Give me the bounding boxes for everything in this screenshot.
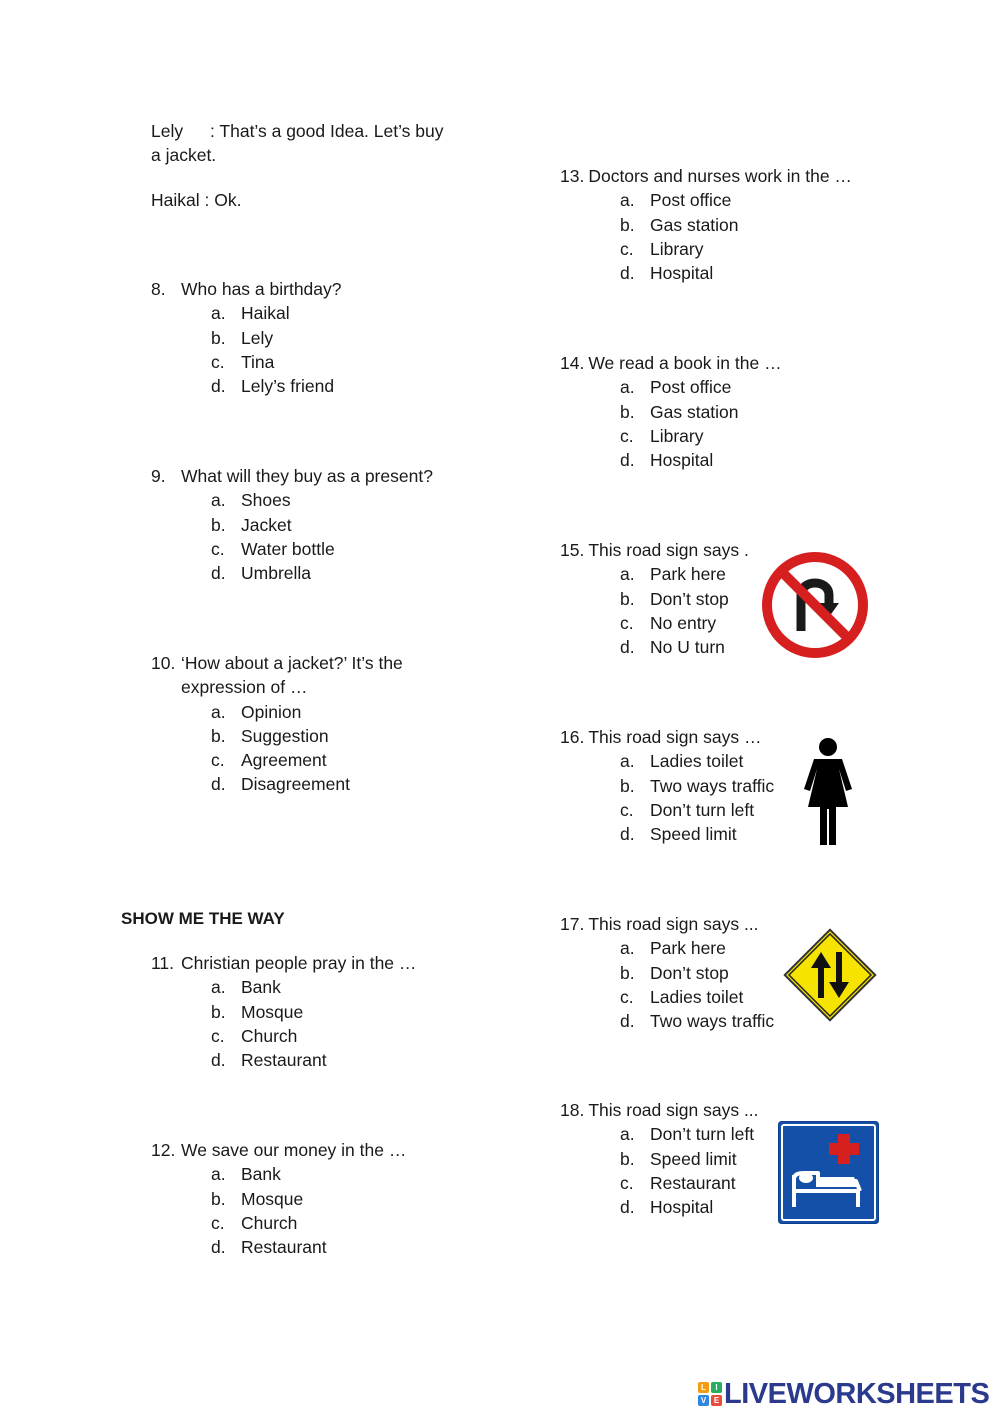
answer-option[interactable] [211, 561, 433, 585]
option-text: Park here [650, 564, 726, 585]
option-letter: d. [211, 1237, 226, 1258]
answer-option[interactable] [620, 1009, 774, 1033]
question-number: 9. [151, 466, 166, 486]
option-text: Ladies toilet [650, 751, 744, 772]
answer-option[interactable] [211, 301, 342, 325]
question-14 [560, 351, 782, 472]
answer-option[interactable] [620, 1122, 759, 1146]
option-letter: c. [211, 538, 225, 559]
question-number: 8. [151, 279, 166, 299]
answer-option[interactable] [211, 1000, 416, 1024]
hospital-sign [778, 1121, 879, 1224]
answer-option[interactable] [211, 724, 403, 748]
option-letter: d. [620, 1197, 635, 1218]
question-prompt [151, 651, 403, 675]
answer-option[interactable] [620, 749, 774, 773]
question-prompt [151, 951, 416, 975]
answer-option[interactable] [620, 611, 749, 635]
question-prompt [151, 277, 342, 301]
answer-option[interactable] [211, 1211, 406, 1235]
option-letter: b. [211, 1001, 226, 1022]
dialogue-haikal [151, 188, 241, 212]
option-text: Don’t stop [650, 588, 729, 609]
option-text: Mosque [241, 1001, 304, 1022]
question-number: 12. [151, 1140, 176, 1160]
question-17 [560, 912, 774, 1033]
question-text: Who has a birthday? [181, 279, 342, 299]
option-text: Speed limit [650, 1148, 737, 1169]
option-text: Library [650, 238, 704, 259]
option-letter: d. [211, 376, 226, 397]
answer-option[interactable] [211, 513, 433, 537]
dialogue-line: : Ok. [204, 190, 242, 210]
liveworksheets-logo [698, 1378, 989, 1410]
option-text: Mosque [241, 1188, 304, 1209]
dialogue-lely [151, 119, 444, 168]
answer-option[interactable] [211, 1162, 406, 1186]
question-prompt [151, 1138, 406, 1162]
option-letter: b. [211, 514, 226, 535]
option-letter: c. [211, 351, 225, 372]
option-text: Speed limit [650, 824, 737, 845]
question-text: This road sign says . [588, 540, 749, 560]
option-list [560, 562, 749, 659]
option-letter: d. [620, 263, 635, 284]
answer-option[interactable] [620, 1195, 759, 1219]
option-letter: b. [620, 962, 635, 983]
option-text: Disagreement [241, 774, 350, 795]
option-letter: b. [620, 1148, 635, 1169]
option-letter: c. [620, 986, 634, 1007]
answer-option[interactable] [620, 936, 774, 960]
option-letter: b. [211, 1188, 226, 1209]
option-text: Gas station [650, 214, 739, 235]
option-letter: b. [620, 401, 635, 422]
option-text: Opinion [241, 701, 302, 722]
answer-option[interactable] [211, 748, 403, 772]
option-text: Bank [241, 1164, 281, 1185]
question-number: 15. [560, 540, 585, 560]
answer-option[interactable] [211, 975, 416, 999]
question-prompt [560, 912, 774, 936]
logo-text: LIVEWORKSHEETS [724, 1378, 990, 1410]
question-prompt [560, 725, 774, 749]
answer-option[interactable] [620, 188, 852, 212]
answer-option[interactable] [620, 375, 782, 399]
question-13 [560, 164, 852, 285]
option-letter: a. [211, 303, 226, 324]
section-title: SHOW ME THE WAY [121, 909, 285, 928]
answer-option[interactable] [211, 1024, 416, 1048]
answer-option[interactable] [211, 700, 403, 724]
option-text: Restaurant [241, 1050, 327, 1071]
question-text: We save our money in the … [181, 1140, 407, 1160]
option-letter: a. [620, 1124, 635, 1145]
option-letter: a. [620, 564, 635, 585]
option-letter: a. [620, 377, 635, 398]
option-list [560, 749, 774, 846]
option-letter: b. [620, 775, 635, 796]
option-letter: a. [211, 1164, 226, 1185]
option-text: Restaurant [241, 1237, 327, 1258]
question-text-continued: expression of … [181, 677, 308, 698]
option-text: Library [650, 425, 704, 446]
option-letter: d. [211, 774, 226, 795]
option-letter: a. [211, 490, 226, 511]
answer-option[interactable] [211, 537, 433, 561]
question-10 [151, 651, 403, 797]
answer-option[interactable] [620, 562, 749, 586]
question-number: 11. [151, 953, 175, 973]
option-letter: b. [620, 214, 635, 235]
option-text: Lely’s friend [241, 376, 335, 397]
option-letter: c. [211, 1025, 225, 1046]
question-prompt [560, 1098, 759, 1122]
answer-option[interactable] [620, 424, 782, 448]
option-text: Church [241, 1025, 298, 1046]
option-text: Don’t turn left [650, 1124, 755, 1145]
option-list [151, 301, 342, 398]
question-number: 18. [560, 1100, 585, 1120]
question-prompt [151, 464, 433, 488]
question-number: 17. [560, 914, 585, 934]
dialogue-line: : That’s a good Idea. Let’s buy [210, 121, 444, 141]
answer-option[interactable] [620, 213, 852, 237]
option-list [560, 375, 782, 472]
question-12 [151, 1138, 406, 1259]
question-number: 10. [151, 653, 176, 673]
question-prompt [560, 538, 749, 562]
option-text: Restaurant [650, 1172, 736, 1193]
option-text: Gas station [650, 401, 739, 422]
option-text: Hospital [650, 263, 714, 284]
option-text: Two ways traffic [650, 775, 775, 796]
question-text: This road sign says ... [588, 1100, 759, 1120]
option-letter: a. [211, 701, 226, 722]
option-letter: d. [211, 563, 226, 584]
option-list [151, 700, 403, 797]
option-text: Don’t turn left [650, 799, 755, 820]
answer-option[interactable] [620, 961, 774, 985]
question-text: ‘How about a jacket?’ It’s the [181, 653, 403, 673]
answer-option[interactable] [620, 798, 774, 822]
answer-option[interactable] [620, 985, 774, 1009]
question-15 [560, 538, 749, 659]
option-letter: d. [620, 637, 635, 658]
answer-option[interactable] [620, 587, 749, 611]
option-letter: c. [620, 612, 634, 633]
option-letter: c. [211, 1212, 225, 1233]
option-letter: c. [620, 1172, 634, 1193]
option-list [151, 975, 416, 1072]
option-text: Haikal [241, 303, 290, 324]
option-text: Two ways traffic [650, 1011, 775, 1032]
question-prompt [560, 164, 852, 188]
option-text: Suggestion [241, 725, 329, 746]
ladies-toilet-sign [800, 737, 856, 849]
no-u-turn-sign [759, 549, 871, 661]
option-letter: d. [620, 824, 635, 845]
option-text: No U turn [650, 637, 725, 658]
question-11 [151, 951, 416, 1072]
question-number: 14. [560, 353, 585, 373]
question-text: This road sign says … [588, 727, 762, 747]
option-letter: a. [620, 938, 635, 959]
option-text: Bank [241, 977, 281, 998]
option-letter: c. [620, 799, 634, 820]
answer-option[interactable] [211, 488, 433, 512]
option-text: Lely [241, 327, 274, 348]
speaker-name: Haikal [151, 190, 200, 210]
answer-option[interactable] [620, 1171, 759, 1195]
option-text: No entry [650, 612, 717, 633]
answer-option[interactable] [211, 350, 342, 374]
answer-option[interactable] [620, 822, 774, 846]
option-letter: b. [620, 588, 635, 609]
option-text: Park here [650, 938, 726, 959]
question-number: 16. [560, 727, 585, 747]
question-text: Christian people pray in the … [181, 953, 417, 973]
question-16 [560, 725, 774, 846]
question-text: This road sign says ... [588, 914, 759, 934]
speaker-name: Lely [151, 121, 184, 141]
option-text: Water bottle [241, 538, 335, 559]
answer-option[interactable] [211, 1235, 406, 1259]
answer-option[interactable] [620, 1147, 759, 1171]
option-letter: d. [211, 1050, 226, 1071]
option-list [560, 936, 774, 1033]
answer-option[interactable] [211, 1187, 406, 1211]
option-list [151, 488, 433, 585]
answer-option[interactable] [620, 774, 774, 798]
option-letter: b. [211, 327, 226, 348]
option-letter: a. [620, 751, 635, 772]
option-text: Agreement [241, 750, 327, 771]
option-text: Post office [650, 190, 732, 211]
option-text: Tina [241, 351, 275, 372]
question-18 [560, 1098, 759, 1219]
answer-option[interactable] [211, 1048, 416, 1072]
option-list [560, 188, 852, 285]
option-letter: d. [620, 450, 635, 471]
question-text: We read a book in the … [588, 353, 782, 373]
option-letter: d. [620, 1011, 635, 1032]
option-letter: c. [620, 238, 634, 259]
option-list [560, 1122, 759, 1219]
option-text: Hospital [650, 450, 714, 471]
question-9 [151, 464, 433, 585]
question-number: 13. [560, 166, 585, 186]
logo-mark-icon: L I V E [698, 1382, 722, 1406]
option-text: Ladies toilet [650, 986, 744, 1007]
question-text: What will they buy as a present? [181, 466, 433, 486]
answer-option[interactable] [620, 448, 782, 472]
option-letter: c. [211, 750, 225, 771]
option-text: Don’t stop [650, 962, 729, 983]
option-letter: a. [620, 190, 635, 211]
answer-option[interactable] [620, 237, 852, 261]
option-text: Umbrella [241, 563, 312, 584]
option-letter: c. [620, 425, 634, 446]
answer-option[interactable] [620, 261, 852, 285]
question-text: Doctors and nurses work in the … [588, 166, 852, 186]
answer-option[interactable] [620, 400, 782, 424]
option-letter: b. [211, 725, 226, 746]
option-text: Hospital [650, 1197, 714, 1218]
two-way-traffic-sign [781, 926, 879, 1024]
dialogue-line-continued: a jacket. [151, 145, 217, 166]
option-letter: a. [211, 977, 226, 998]
option-text: Post office [650, 377, 732, 398]
question-prompt [560, 351, 782, 375]
answer-option[interactable] [211, 326, 342, 350]
answer-option[interactable] [620, 635, 749, 659]
answer-option[interactable] [211, 374, 342, 398]
question-8 [151, 277, 342, 398]
option-text: Jacket [241, 514, 292, 535]
option-text: Shoes [241, 490, 291, 511]
option-text: Church [241, 1212, 298, 1233]
option-list [151, 1162, 406, 1259]
answer-option[interactable] [211, 772, 403, 796]
